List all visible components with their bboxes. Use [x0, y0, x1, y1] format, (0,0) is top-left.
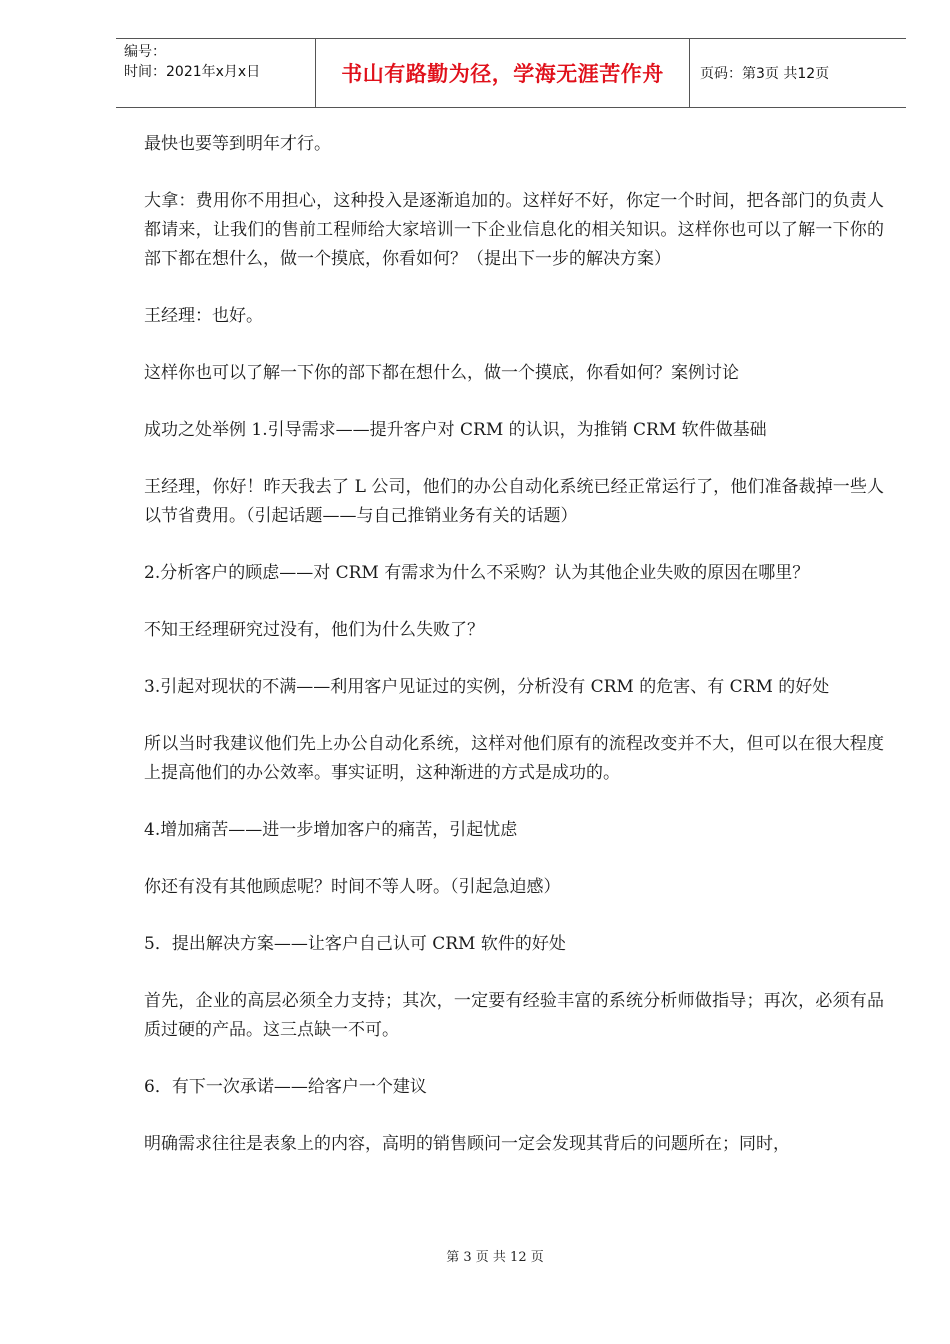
- paragraph: 这样你也可以了解一下你的部下都在想什么，做一个摸底，你看如何？案例讨论: [144, 363, 739, 383]
- page-footer: 第 3 页 共 12 页: [446, 1250, 544, 1265]
- paragraph: 王经理：也好。: [144, 306, 263, 326]
- paragraph: 你还有没有其他顾虑呢？时间不等人呀。（引起急迫感）: [144, 877, 561, 897]
- time-label: 时间：2021年x月x日: [124, 64, 261, 80]
- paragraph: 所以当时我建议他们先上办公自动化系统，这样对他们原有的流程改变并不大，但可以在很大程度上提高他们的办公效率。事实证明，这种渐进的方式是成功的。: [144, 734, 884, 783]
- paragraph: 4.增加痛苦——进一步增加客户的痛苦，引起忧虑: [144, 820, 518, 840]
- header-slogan: 书山有路勤为径，学海无涯苦作舟: [316, 39, 690, 107]
- paragraph: 3.引起对现状的不满——利用客户见证过的实例，分析没有 CRM 的危害、有 CRM 的好处: [144, 677, 830, 697]
- paragraph: 6．有下一次承诺——给客户一个建议: [144, 1077, 427, 1097]
- header-page-info: 页码：第3页 共12页: [700, 66, 830, 82]
- paragraph: 不知王经理研究过没有，他们为什么失败了？: [144, 620, 484, 640]
- paragraph: 首先，企业的高层必须全力支持；其次，一定要有经验丰富的系统分析师做指导；再次，必须有品质过硬的产品。这三点缺一不可。: [144, 991, 884, 1040]
- paragraph: 王经理，你好！昨天我去了 L 公司，他们的办公自动化系统已经正常运行了，他们准备裁掉一些人以节省费用。（引起话题——与自己推销业务有关的话题）: [144, 477, 884, 526]
- document-body: [144, 130, 884, 1187]
- header-meta: [116, 39, 316, 107]
- paragraph: 5．提出解决方案——让客户自己认可 CRM 软件的好处: [144, 934, 566, 954]
- paragraph: 成功之处举例 1.引导需求——提升客户对 CRM 的认识，为推销 CRM 软件做基础: [144, 420, 767, 440]
- number-label: 编号：: [124, 44, 166, 60]
- page-header: [116, 38, 906, 108]
- paragraph: 2.分析客户的顾虑——对 CRM 有需求为什么不采购？认为其他企业失败的原因在哪里？: [144, 563, 810, 583]
- paragraph: 大拿：费用你不用担心，这种投入是逐渐追加的。这样好不好，你定一个时间，把各部门的负责人都请来，让我们的售前工程师给大家培训一下企业信息化的相关知识。这样你也可以了解一下你的部下都在想什么，做一个摸底，你看如何？（提出下一步的解决方案）: [144, 191, 884, 269]
- paragraph: 最快也要等到明年才行。: [144, 134, 331, 154]
- paragraph: 明确需求往往是表象上的内容，高明的销售顾问一定会发现其背后的问题所在；同时，: [144, 1134, 790, 1154]
